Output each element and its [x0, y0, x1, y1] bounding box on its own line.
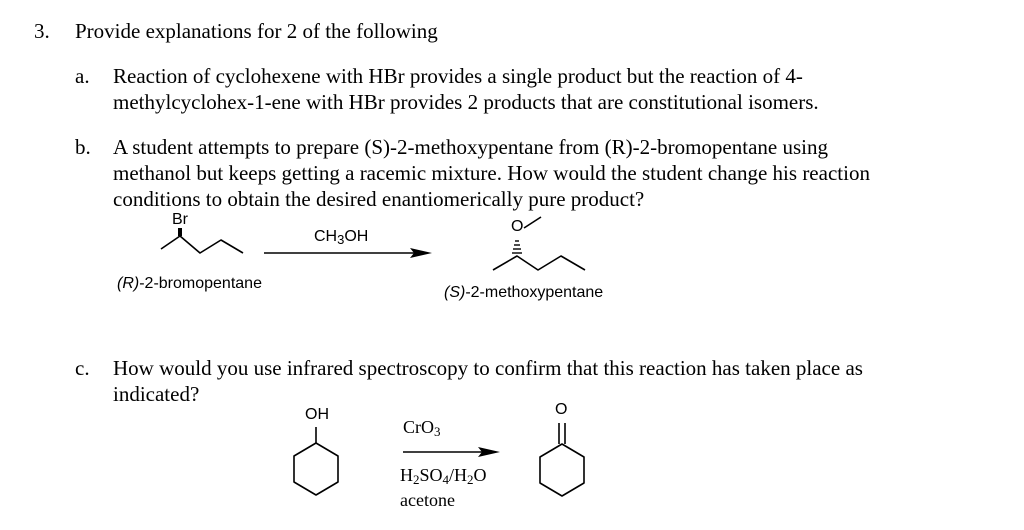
- part-b-line-1: A student attempts to prepare (S)-2-methoxypentane from (R)-2-bromopentane using: [113, 135, 828, 159]
- part-b-line-2: methanol but keeps getting a racemic mixture. How would the student change his reaction: [113, 161, 870, 185]
- reagent-c-top: CrO$_3$: [403, 417, 441, 439]
- part-b-line-3: conditions to obtain the desired enantiomerically pure product?: [113, 187, 645, 211]
- part-a-line-1: Reaction of cyclohexene with HBr provides a single product but the reaction of 4-: [113, 64, 803, 88]
- cyclohexanone-ring: [540, 444, 584, 496]
- reagent-c-solvent: acetone: [400, 490, 455, 510]
- part-b-label: b.: [75, 135, 91, 159]
- product-name-b: (S)-2-methoxypentane: [444, 284, 604, 301]
- part-c-label: c.: [75, 356, 90, 380]
- part-c-line-1: How would you use infrared spectroscopy to confirm that this reaction has taken place as: [113, 356, 863, 380]
- question-number: 3.: [34, 19, 50, 43]
- bromine-atom-label: Br: [172, 211, 188, 228]
- hydroxyl-label: OH: [305, 406, 329, 423]
- reactant-name-b: (R)-2-bromopentane: [117, 275, 262, 292]
- part-c-line-2: indicated?: [113, 382, 200, 406]
- oxygen-atom-label-b: O: [511, 218, 524, 235]
- oxygen-atom-label-c: O: [555, 401, 568, 418]
- part-a-line-2: methylcyclohex-1-ene with HBr provides 2 products that are constitutional isomers.: [113, 90, 819, 114]
- cyclohexanol-ring: [294, 443, 338, 495]
- part-a-label: a.: [75, 64, 90, 88]
- reagent-b-label: $CH_3OH$: [314, 228, 369, 247]
- reagent-c-bottom: $H_2SO_4/H_2O$: [400, 465, 487, 487]
- question-prompt: Provide explanations for 2 of the following: [75, 19, 438, 43]
